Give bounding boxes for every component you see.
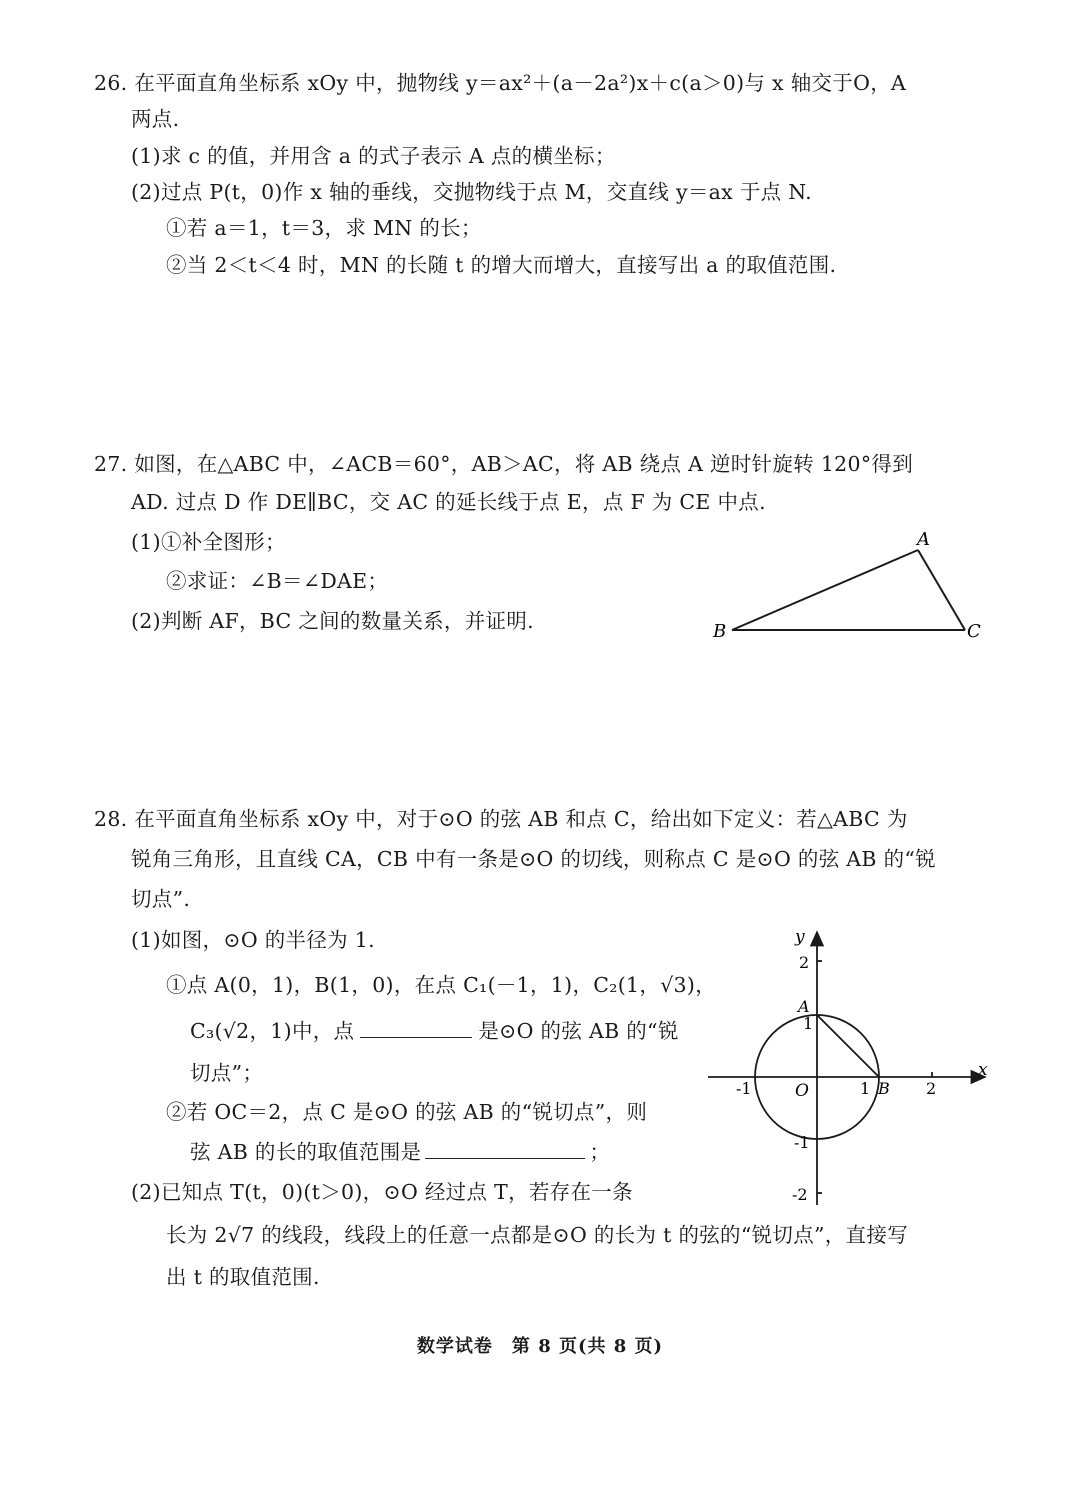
q27-label-a: A (917, 529, 930, 550)
q28-line-7: 切点”； (190, 1061, 264, 1085)
q27-triangle-figure (700, 520, 1000, 650)
tick-label-y-1: 1 (803, 1014, 814, 1033)
q28-line-2: 锐角三角形，且直线 CA，CB 中有一条是⊙O 的切线，则称点 C 是⊙O 的弦 AB 的“锐 (131, 847, 936, 871)
page-footer: 数学试卷 第 8 页(共 8 页) (416, 1336, 664, 1357)
q28-range-text: 弦 AB 的长的取值范围是 (190, 1140, 422, 1164)
q27-line-1: 27. 如图，在△ABC 中，∠ACB＝60°，AB＞AC，将 AB 绕点 A 逆时针旋转 120°得到 (94, 452, 913, 476)
answer-blank-1[interactable] (360, 1019, 472, 1038)
q27-segment-ac (918, 550, 965, 630)
tick-label-x-1: 1 (860, 1079, 871, 1098)
q28-range-tail: ； (589, 1140, 611, 1164)
q28-candidates-text: C₃(√2，1)中，点 (190, 1019, 355, 1043)
tick-label-y-neg1: -1 (794, 1133, 810, 1152)
q26-part-2-sub-2: ②当 2＜t＜4 时，MN 的长随 t 的增大而增大，直接写出 a 的取值范围. (166, 253, 837, 277)
q28-line-11: 长为 2√7 的线段，线段上的任意一点都是⊙O 的长为 t 的弦的“锐切点”，直接写 (166, 1223, 909, 1247)
tick-label-x-2: 2 (926, 1079, 937, 1098)
q26-line-1: 26. 在平面直角坐标系 xOy 中，抛物线 y＝ax²＋(a－2a²)x＋c(a＞0)与 x 轴交于O，A (94, 71, 907, 95)
q26-part-1: (1)求 c 的值，并用含 a 的式子表示 A 点的横坐标； (131, 144, 616, 168)
y-axis-label: y (795, 927, 805, 947)
answer-blank-2[interactable] (425, 1140, 585, 1159)
q28-part-2: (2)已知点 T(t，0)(t＞0)，⊙O 经过点 T，若存在一条 (131, 1180, 633, 1204)
q27-label-c: C (967, 621, 981, 642)
label-b: B (878, 1079, 890, 1098)
q28-line-1: 28. 在平面直角坐标系 xOy 中，对于⊙O 的弦 AB 和点 C，给出如下定义：若△ABC 为 (94, 807, 908, 831)
q26-part-2: (2)过点 P(t，0)作 x 轴的垂线，交抛物线于点 M，交直线 y＝ax 于点 N. (131, 180, 812, 204)
q27-part-1-sub-2: ②求证：∠B＝∠DAE； (166, 569, 389, 593)
q27-segment-ba (732, 550, 918, 630)
q28-part-1-sub-2: ②若 OC＝2，点 C 是⊙O 的弦 AB 的“锐切点”，则 (166, 1100, 648, 1124)
q28-candidates-tail: 是⊙O 的弦 AB 的“锐 (478, 1019, 679, 1043)
q28-line-3: 切点”. (131, 887, 191, 911)
label-a: A (798, 997, 810, 1016)
q28-part-1-sub-1: ①点 A(0，1)，B(1，0)，在点 C₁(－1，1)，C₂(1，√3)， (166, 973, 716, 997)
q28-coordinate-figure (700, 920, 1000, 1210)
q28-part-1-sub-2-cont (190, 1137, 610, 1167)
tick-label-x-neg1: -1 (736, 1079, 752, 1098)
x-axis-label: x (978, 1060, 988, 1080)
q27-line-2: AD. 过点 D 作 DE∥BC，交 AC 的延长线于点 E，点 F 为 CE 中点. (131, 490, 766, 514)
q28-part-1: (1)如图，⊙O 的半径为 1. (131, 928, 375, 952)
q27-part-2: (2)判断 AF，BC 之间的数量关系，并证明. (131, 609, 534, 633)
q27-label-b: B (713, 621, 727, 642)
q28-part-1-sub-1-cont (190, 1016, 679, 1046)
q26-part-2-sub-1: ①若 a＝1，t＝3，求 MN 的长； (166, 216, 482, 240)
tick-label-y-neg2: -2 (792, 1185, 808, 1204)
origin-label: O (795, 1081, 809, 1101)
tick-label-y-2: 2 (799, 953, 810, 972)
q27-part-1: (1)①补全图形； (131, 530, 286, 554)
q28-line-12: 出 t 的取值范围. (166, 1265, 320, 1289)
q26-line-2: 两点. (131, 107, 180, 131)
